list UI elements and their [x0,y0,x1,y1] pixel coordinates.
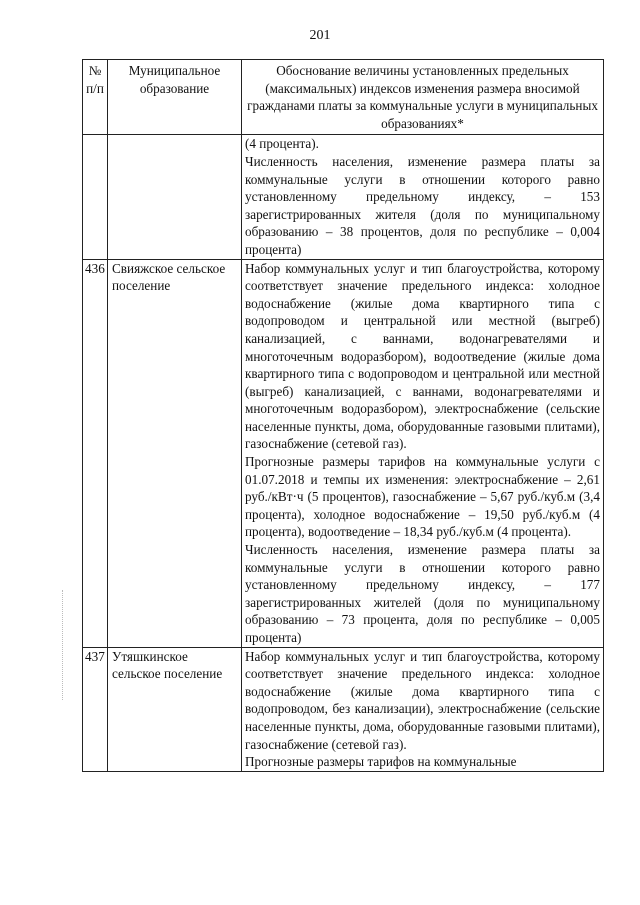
justification-paragraph: Численность населения, изменение размера платы за коммунальные услуги в отношении которого равно установленному предельному индексу, – 177 зарегистрированных жителей (доля по муниципальному образованию – 73 процента, доля по республике – 0,005 процента) [245,542,600,645]
row-number [83,135,108,259]
table-row [83,135,604,259]
header-justification: Обоснование величины установленных предельных (максимальных) индексов изменения размера вносимой гражданами платы за коммунальные услуги в муниципальных образованиях* [242,60,604,135]
table-row [83,647,604,771]
row-number: 437 [83,647,108,771]
municipality-name [108,135,242,259]
justification-paragraph: Прогнозные размеры тарифов на коммунальные услуги с 01.07.2018 и темпы их изменения: электроснабжение – 2,61 руб./кВт·ч (5 процентов), газоснабжение – 5,67 руб./куб.м (3,4 процента), холодное водоснабжение – 19,50 руб./куб.м (4 процента), водоотведение – 18,34 руб./куб.м (4 процента). [245,454,600,540]
table-row [83,259,604,647]
justification-paragraph: Набор коммунальных услуг и тип благоустройства, которому соответствует значение предельного индекса: холодное водоснабжение (жилые дома квартирного типа с водопроводом, без канализации), электроснабжение (сельские населенные пункты, дома, оборудованные газовыми плитами), газоснабжение (сетевой газ). [245,648,600,752]
tariff-table [82,59,604,772]
justification-cell [242,647,604,771]
municipality-name: Свияжское сельское поселение [108,259,242,647]
justification-paragraph: (4 процента). [245,136,319,152]
justification-cell [242,259,604,647]
justification-paragraph: Прогнозные размеры тарифов на коммунальные [245,754,517,770]
row-number: 436 [83,259,108,647]
margin-dots [62,590,64,700]
municipality-name: Утяшкинское сельское поселение [108,647,242,771]
justification-paragraph: Набор коммунальных услуг и тип благоустройства, которому соответствует значение предельного индекса: холодное водоснабжение (жилые дома квартирного типа с водопроводом и центральной или местной (выгреб) канализацией, с ваннами, водонагревателями и многоточечным водоразбором), водоотведение (жилые дома квартирного типа с водопроводом и центральной или местной (выгреб) канализацией, с ваннами, водонагревателями и многоточечным водоразбором), электроснабжение (сельские населенные пункты, дома, оборудованные газовыми плитами), газоснабжение (сетевой газ). [245,260,600,452]
page-number: 201 [309,28,331,43]
justification-cell [242,135,604,259]
justification-paragraph: Численность населения, изменение размера платы за коммунальные услуги в отношении которого равно установленному предельному индексу, – 153 зарегистрированных жителя (доля по муниципальному образованию – 38 процентов, доля по республике – 0,004 процента) [245,153,600,257]
header-number: № п/п [83,60,108,135]
table-header-row [83,60,604,135]
header-municipality: Муниципальное образование [108,60,242,135]
